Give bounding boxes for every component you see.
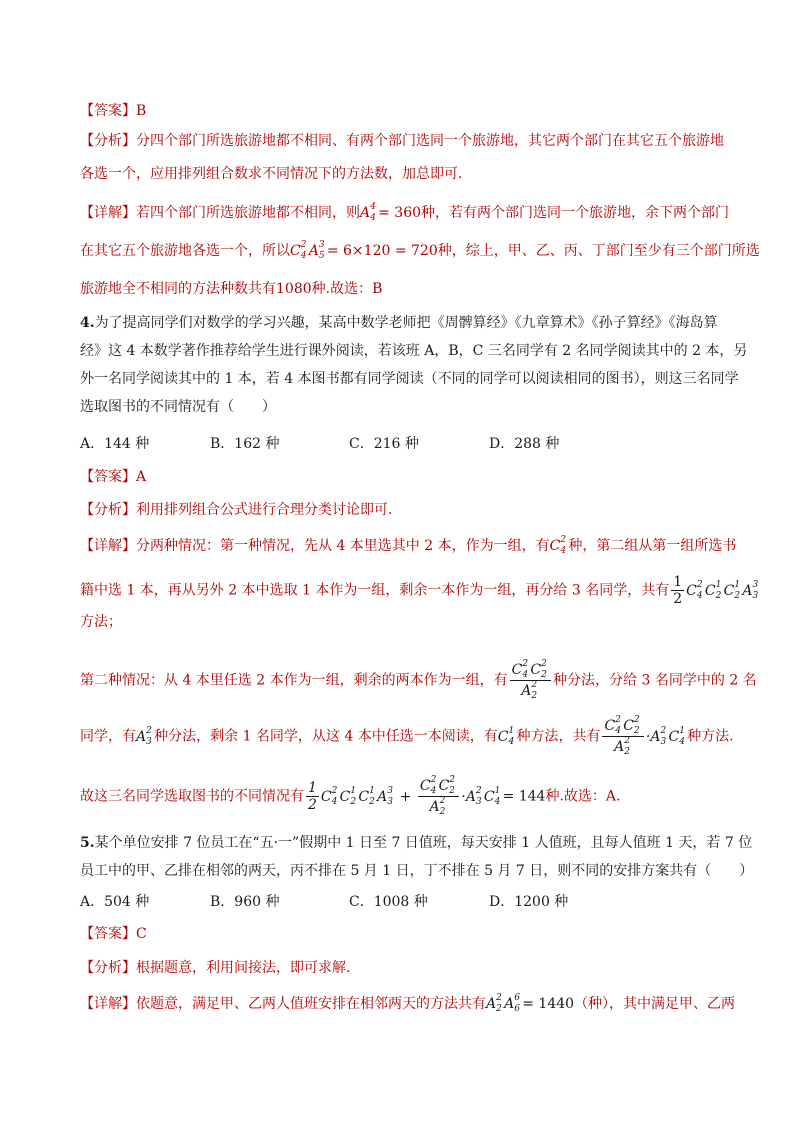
option-4c: C．216 种 xyxy=(349,436,419,452)
formula-total-2: C 2 4 C 2 2 A 2 2 xyxy=(602,716,643,757)
question-5-line-2: 员工中的甲、乙排在相邻的两天，丙不排在 5 月 1 日，丁不排在 5 月 7 日，则不同的安排方案共有（ ） xyxy=(80,863,754,879)
option-5a: A．504 种 xyxy=(80,894,150,910)
answer-line-5: 【答案】C xyxy=(80,926,147,942)
analysis-line-3a: 【分析】分四个部门所选旅游地都不相同、有两个部门选同一个旅游地，其它两个部门在其它五个旅游地 xyxy=(80,133,724,149)
formula-final-4: C 2 4 C 1 2 C 1 2 A 3 3 + xyxy=(320,785,416,807)
answer-line-4: 【答案】A xyxy=(80,469,147,485)
question-4-line-3: 外一名同学阅读其中的 1 本，若 4 本图书都有同学阅读（不同的同学可以阅读相同的图书），则这三名同学 xyxy=(80,371,739,387)
formula-c24: C 2 4 xyxy=(549,535,567,556)
detail-line-4b: 籍中选 1 本，再从另外 2 本中选取 1 本作为一组，剩余一本作为一组，再分给 3 名同学，共有 $\frac{1}{2}$ C 2 4 C 1 2 C 1 2 A 3 3 xyxy=(80,574,760,607)
analysis-line-5: 【分析】根据题意，利用间接法，即可求解. xyxy=(80,960,351,976)
question-5-line-1: 5.某个单位安排 7 位员工在“五·一”假期中 1 日至 7 日值班，每天安排 1 人值班，且每人值班 1 天，若 7 位 xyxy=(80,835,753,851)
detail-line-4d: 第二种情况：从 4 本里任选 2 本作为一组，剩余的两本作为一组，有 C 2 4 C 2 2 A 2 2 种分法，分给 3 名同学中的 2 名 xyxy=(80,659,757,701)
detail-line-4c: 方法； xyxy=(80,614,122,630)
analysis-line-4: 【分析】利用排列组合公式进行合理分类讨论即可. xyxy=(80,502,393,518)
detail-line-3b: 在其它五个旅游地各选一个，所以C 2 4 A 3 5 = 6×120 = 720种，综上，甲、乙、丙、丁部门至少有三个部门所选 xyxy=(80,240,760,261)
formula-a23: A 2 3 xyxy=(136,725,152,747)
option-4d: D．288 种 xyxy=(489,436,560,452)
formula-c24a35: C 2 4 A 3 5 xyxy=(290,240,325,261)
option-5b: B．960 种 xyxy=(210,894,280,910)
option-4b: B．162 种 xyxy=(210,436,280,452)
detail-line-4a: 【详解】分两种情况：第一种情况，先从 4 本里选其中 2 本，作为一组，有C 2 4 种，第二组从第一组所选书 xyxy=(80,535,737,556)
detail-line-3c: 旅游地全不相同的方法种数共有1080种.故选：B xyxy=(80,281,383,297)
option-5c: C．1008 种 xyxy=(349,894,428,910)
detail-line-4e: 同学，有A 2 3 种分法，剩余 1 名同学，从这 4 本中任选一本阅读，有C 1 4 种方法，共有 C 2 4 C 2 2 A 2 2 ·A 2 3 C 1 4 种方法. xyxy=(80,715,734,757)
answer-line-3: 【答案】B xyxy=(80,103,147,119)
option-4a: A．144 种 xyxy=(80,436,150,452)
detail-line-4f: 故这三名同学选取图书的不同情况有 $\frac{1}{2}$ C 2 4 C 1 2 C 1 2 A 3 3 + C 2 4 C 2 2 A 2 2 ·A 2 3 C 1 4 = 144种.故选：A. xyxy=(80,775,621,817)
question-4-line-4: 选取图书的不同情况有（ ） xyxy=(80,399,276,415)
formula-c24c22-over-a22: C 2 4 C 2 2 A 2 2 xyxy=(510,660,551,701)
formula-c14: C 1 4 xyxy=(497,725,515,747)
formula-a44: A 4 4 xyxy=(360,202,376,223)
formula-a22a66: A 2 2 A 6 6 xyxy=(486,993,520,1014)
option-5d: D．1200 种 xyxy=(489,894,569,910)
detail-line-3a: 【详解】若四个部门所选旅游地都不相同，则A 4 4 = 360种，若有两个部门选同一个旅游地，余下两个部门 xyxy=(80,202,730,223)
question-4-line-2: 经》这 4 本数学著作推荐给学生进行课外阅读，若该班 A，B，C 三名同学有 2 名同学阅读其中的 2 本，另 xyxy=(80,343,748,359)
question-4-line-1: 4.为了提高同学们对数学的学习兴趣，某高中数学老师把《周髀算经》《九章算术》《孙子算经》《海岛算 xyxy=(80,315,718,331)
detail-line-5a: 【详解】依题意，满足甲、乙两人值班安排在相邻两天的方法共有A 2 2 A 6 6 = 1440（种），其中满足甲、乙两 xyxy=(80,993,736,1014)
formula-c24c12c12a33: C 2 4 C 1 2 C 1 2 A 3 3 xyxy=(686,579,759,601)
formula-half: $\frac{1}{2}$ xyxy=(673,574,683,607)
analysis-line-3b: 各选一个，应用排列组合数求不同情况下的方法数，加总即可. xyxy=(80,166,463,182)
